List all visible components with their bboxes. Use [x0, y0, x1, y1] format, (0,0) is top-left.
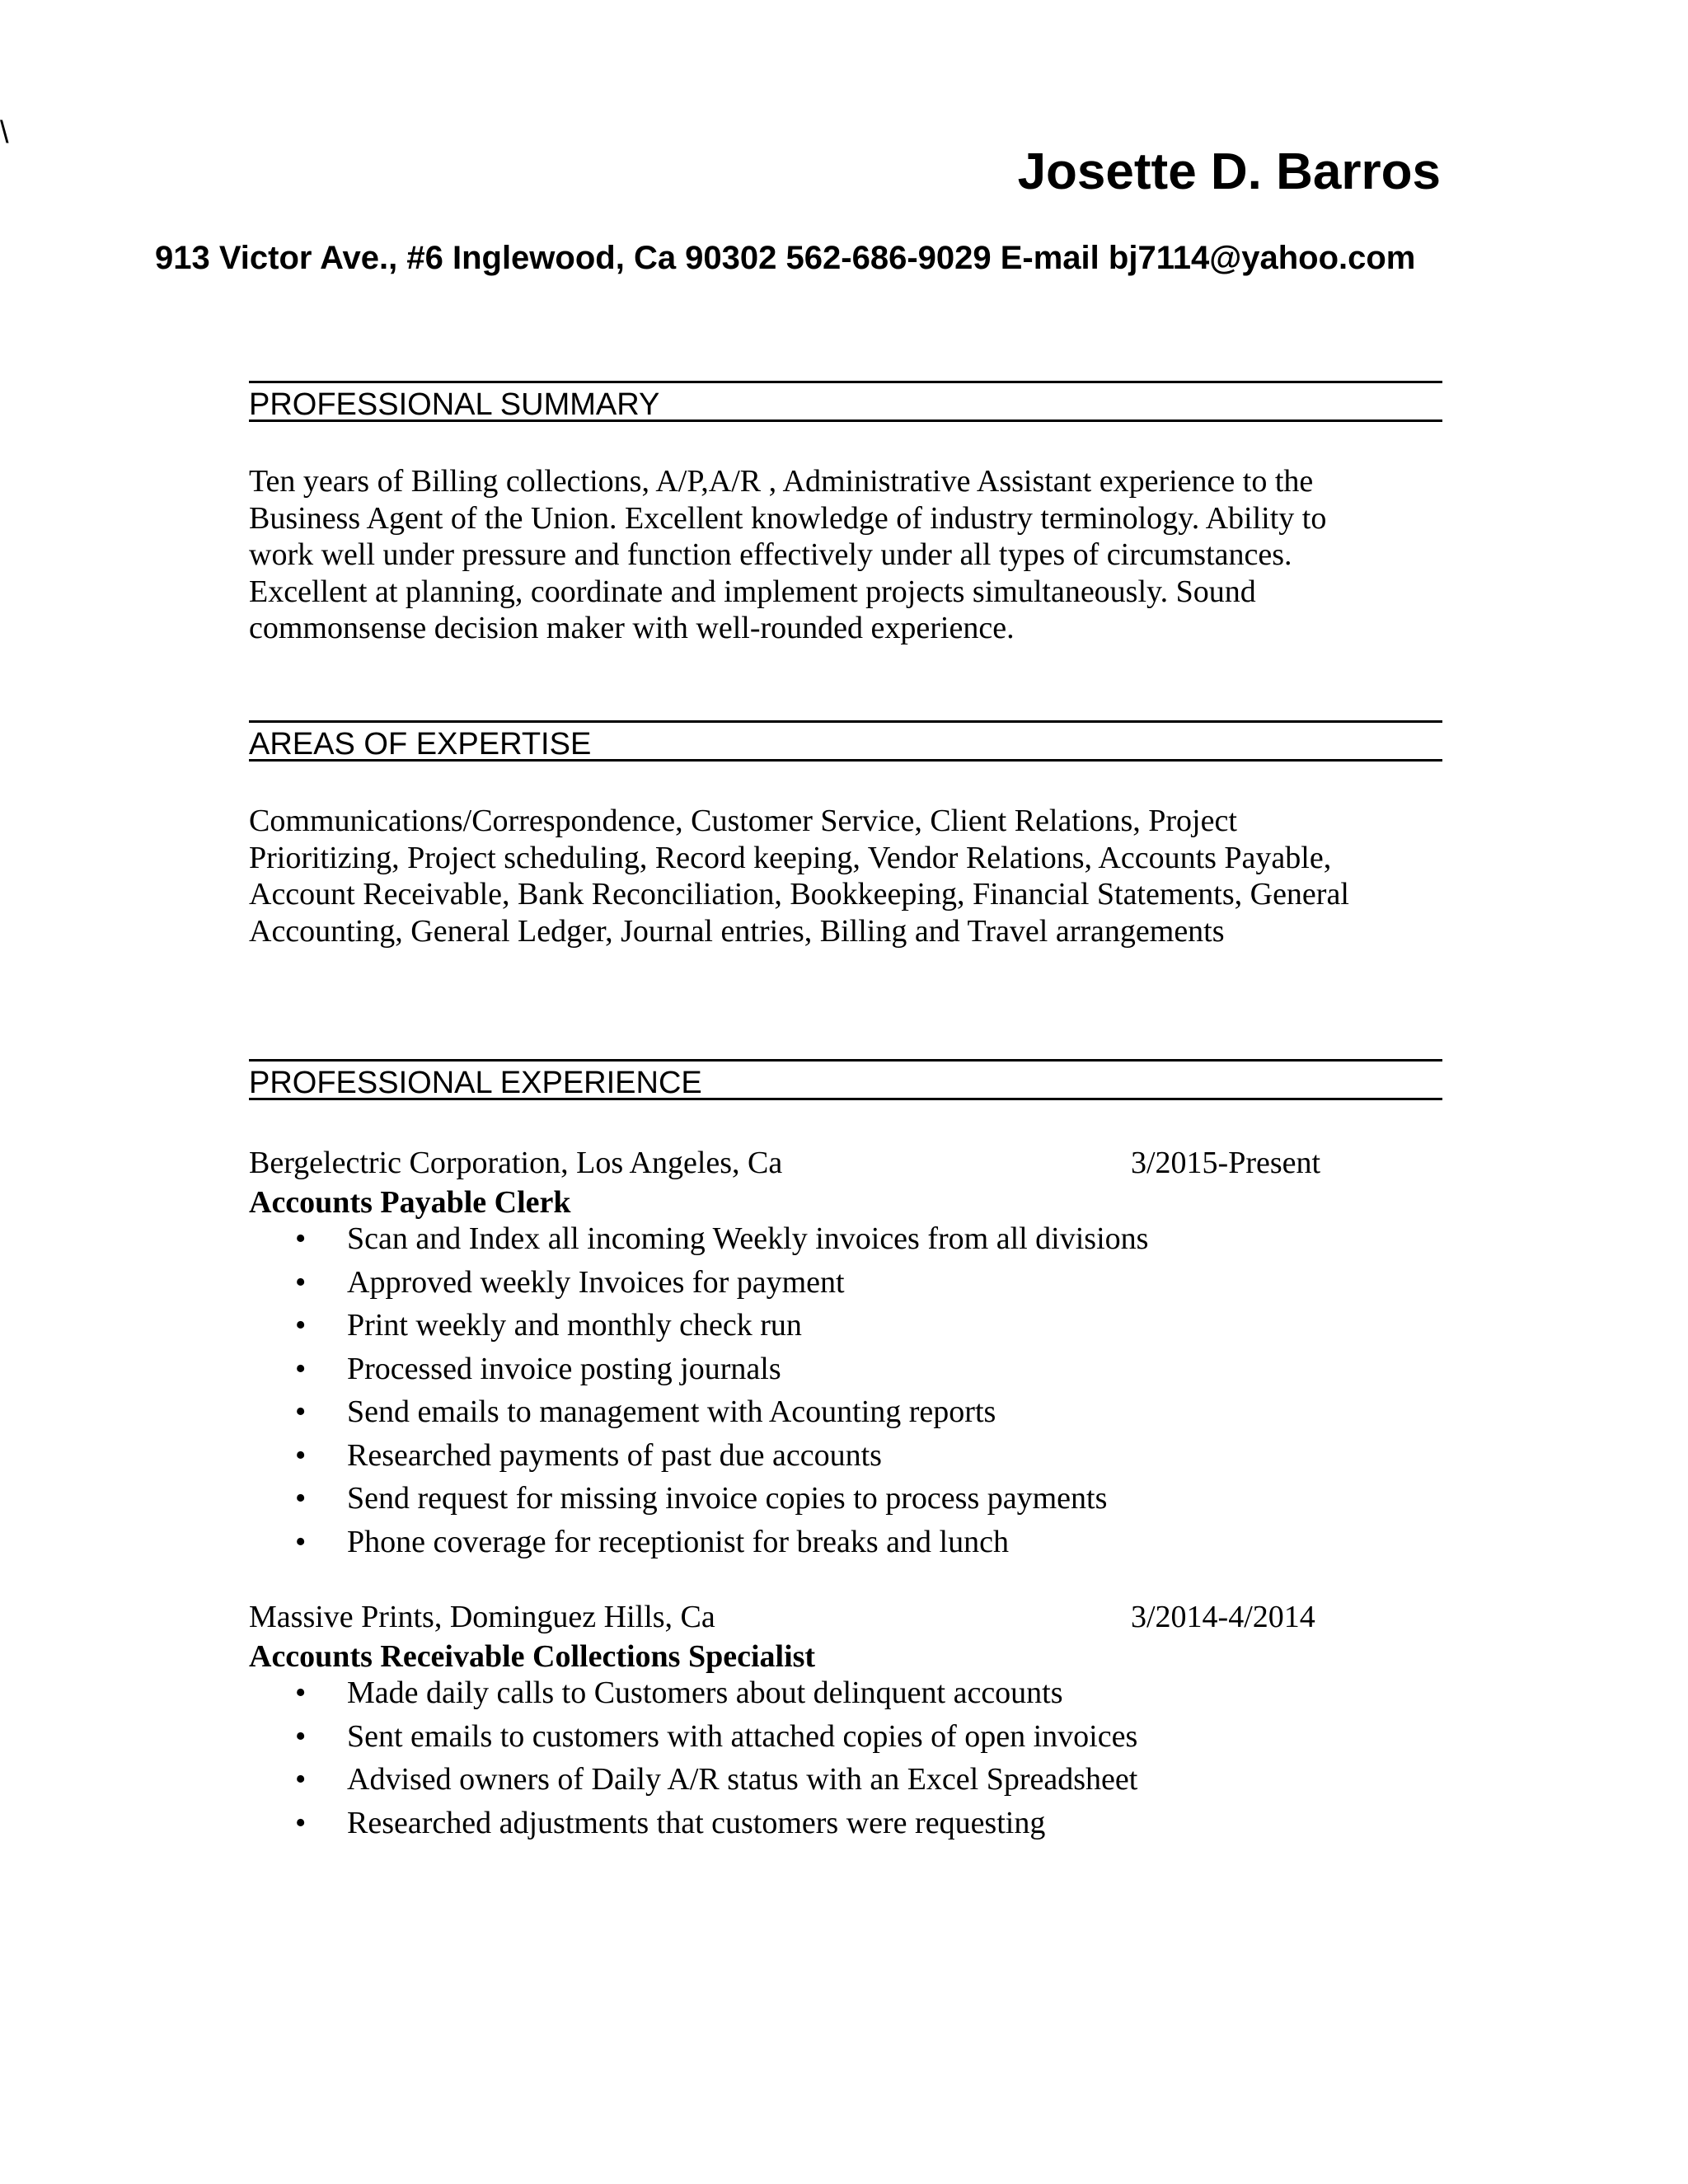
job-company: Massive Prints, Dominguez Hills, Ca — [249, 1600, 715, 1634]
job-title: Accounts Payable Clerk — [249, 1185, 571, 1220]
list-item: • Send emails to management with Acounting reports — [0, 1390, 1148, 1434]
summary-line: commonsense decision maker with well-rounded experience. — [249, 611, 1015, 645]
resume-name: Josette D. Barros — [1017, 143, 1441, 200]
list-item: • Made daily calls to Customers about delinquent accounts — [0, 1671, 1137, 1715]
expertise-line: Accounting, General Ledger, Journal entries, Billing and Travel arrangements — [249, 913, 1225, 949]
summary-line: work well under pressure and function effectively under all types of circumstances. — [249, 537, 1292, 572]
list-item: • Processed invoice posting journals — [0, 1347, 1148, 1391]
summary-paragraph — [249, 463, 1452, 647]
list-item: • Researched payments of past due accounts — [0, 1434, 1148, 1478]
job-title: Accounts Receivable Collections Specialist — [249, 1639, 816, 1674]
section-heading-label: AREAS OF EXPERTISE — [249, 727, 592, 762]
list-item: • Researched adjustments that customers were requesting — [0, 1802, 1137, 1845]
job-duties-list — [0, 1671, 1137, 1844]
list-item: • Advised owners of Daily A/R status with an Excel Spreadsheet — [0, 1758, 1137, 1802]
contact-line: 913 Victor Ave., #6 Inglewood, Ca 90302 562-686-9029 E-mail bj7114@yahoo.com — [155, 240, 1416, 276]
job-dates: 3/2015-Present — [1131, 1146, 1321, 1180]
list-item: • Sent emails to customers with attached copies of open invoices — [0, 1715, 1137, 1759]
list-item: • Approved weekly Invoices for payment — [0, 1261, 1148, 1305]
expertise-paragraph — [249, 803, 1452, 949]
list-item: • Send request for missing invoice copies to process payments — [0, 1477, 1148, 1521]
list-item: • Print weekly and monthly check run — [0, 1304, 1148, 1347]
expertise-line: Communications/Correspondence, Customer Service, Client Relations, Project — [249, 804, 1237, 838]
summary-line: Excellent at planning, coordinate and implement projects simultaneously. Sound — [249, 574, 1256, 609]
stray-backslash-mark: \ — [0, 115, 9, 150]
section-heading-expertise — [249, 720, 1442, 762]
summary-line: Ten years of Billing collections, A/P,A/R , Administrative Assistant experience to the — [249, 464, 1314, 499]
section-heading-label: PROFESSIONAL EXPERIENCE — [249, 1066, 702, 1100]
list-item: • Scan and Index all incoming Weekly invoices from all divisions — [0, 1217, 1148, 1261]
list-item: • Phone coverage for receptionist for breaks and lunch — [0, 1521, 1148, 1564]
summary-line: Business Agent of the Union. Excellent knowledge of industry terminology. Ability to — [249, 500, 1327, 536]
expertise-line: Account Receivable, Bank Reconciliation, Bookkeeping, Financial Statements, General — [249, 877, 1349, 912]
job-dates: 3/2014-4/2014 — [1131, 1600, 1315, 1634]
section-heading-experience — [249, 1059, 1442, 1100]
section-heading-label: PROFESSIONAL SUMMARY — [249, 387, 660, 422]
job-duties-list — [0, 1217, 1148, 1563]
section-heading-summary — [249, 381, 1442, 422]
job-company: Bergelectric Corporation, Los Angeles, Ca — [249, 1146, 783, 1180]
expertise-line: Prioritizing, Project scheduling, Record keeping, Vendor Relations, Accounts Payable, — [249, 840, 1332, 875]
